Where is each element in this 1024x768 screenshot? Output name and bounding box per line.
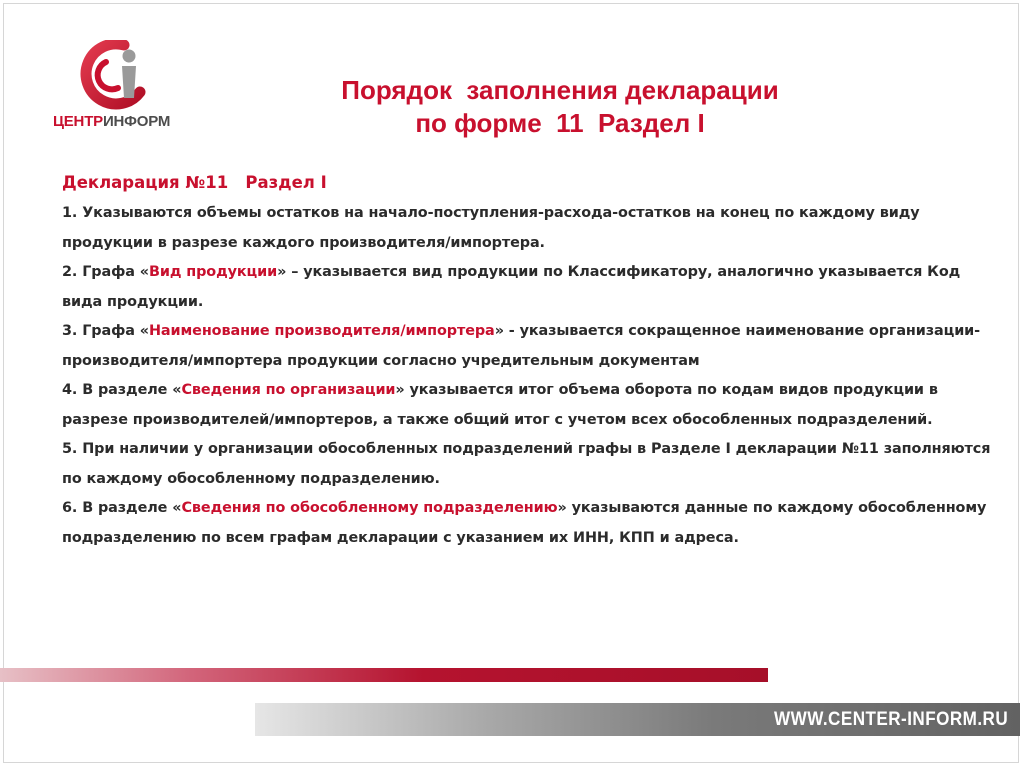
logo-text-gray: ИНФОРМ [102,113,171,130]
item-5-text: 5. При наличии у организации обособленных подразделений графы в Разделе I декларации №11 заполняются по каждому обособленному подразделению. [62,441,991,487]
item-2-after: » – указывается вид продукции по Классификатору, аналогично указывается Код вида продукции. [62,264,961,310]
decorative-red-bar [0,668,768,682]
logo-text [53,113,170,130]
item-3 [62,317,1002,376]
section-subheading: Декларация №11 Раздел I [62,173,327,192]
item-6-after: » указываются данные по каждому обособленному подразделению по всем графам декларации с указанием их ИНН, КПП и адреса. [62,500,987,546]
item-6-highlight: Сведения по обособленному подразделению [181,500,558,516]
item-1-text: 1. Указываются объемы остатков на начало-поступления-расхода-остатков на конец по каждому виду продукции в разрезе каждого производителя/импортера. [62,205,920,251]
footer-url: WWW.CENTER-INFORM.RU [773,709,1008,730]
item-4 [62,376,1002,435]
logo-emblem-icon [80,40,148,114]
logo [50,38,190,138]
item-4-highlight: Сведения по организации [181,382,396,398]
title-line-1: Порядок заполнения декларации [341,75,779,105]
item-3-after: » - указывается сокращенное наименование организации-производителя/импортера продукции согласно учредительным документам [62,323,981,369]
item-5 [62,435,1002,494]
title-line-2: по форме 11 Раздел I [415,108,705,138]
item-2 [62,258,1002,317]
item-1 [62,199,1002,258]
item-4-before: 4. В разделе « [62,382,182,398]
item-3-before: 3. Графа « [62,323,149,339]
item-2-before: 2. Графа « [62,264,149,280]
item-4-after: » указывается итог объема оборота по кодам видов продукции в разрезе производителей/импортеров, а также общий итог с учетом всех обособленных подразделений. [62,382,938,428]
item-6-before: 6. В разделе « [62,500,182,516]
item-6 [62,494,1002,553]
page-title [220,74,900,140]
footer-bar [255,703,1020,736]
logo-text-red: ЦЕНТР [53,113,103,130]
item-2-highlight: Вид продукции [148,264,278,280]
content-body [62,170,1002,553]
item-3-highlight: Наименование производителя/импортера [148,323,495,339]
